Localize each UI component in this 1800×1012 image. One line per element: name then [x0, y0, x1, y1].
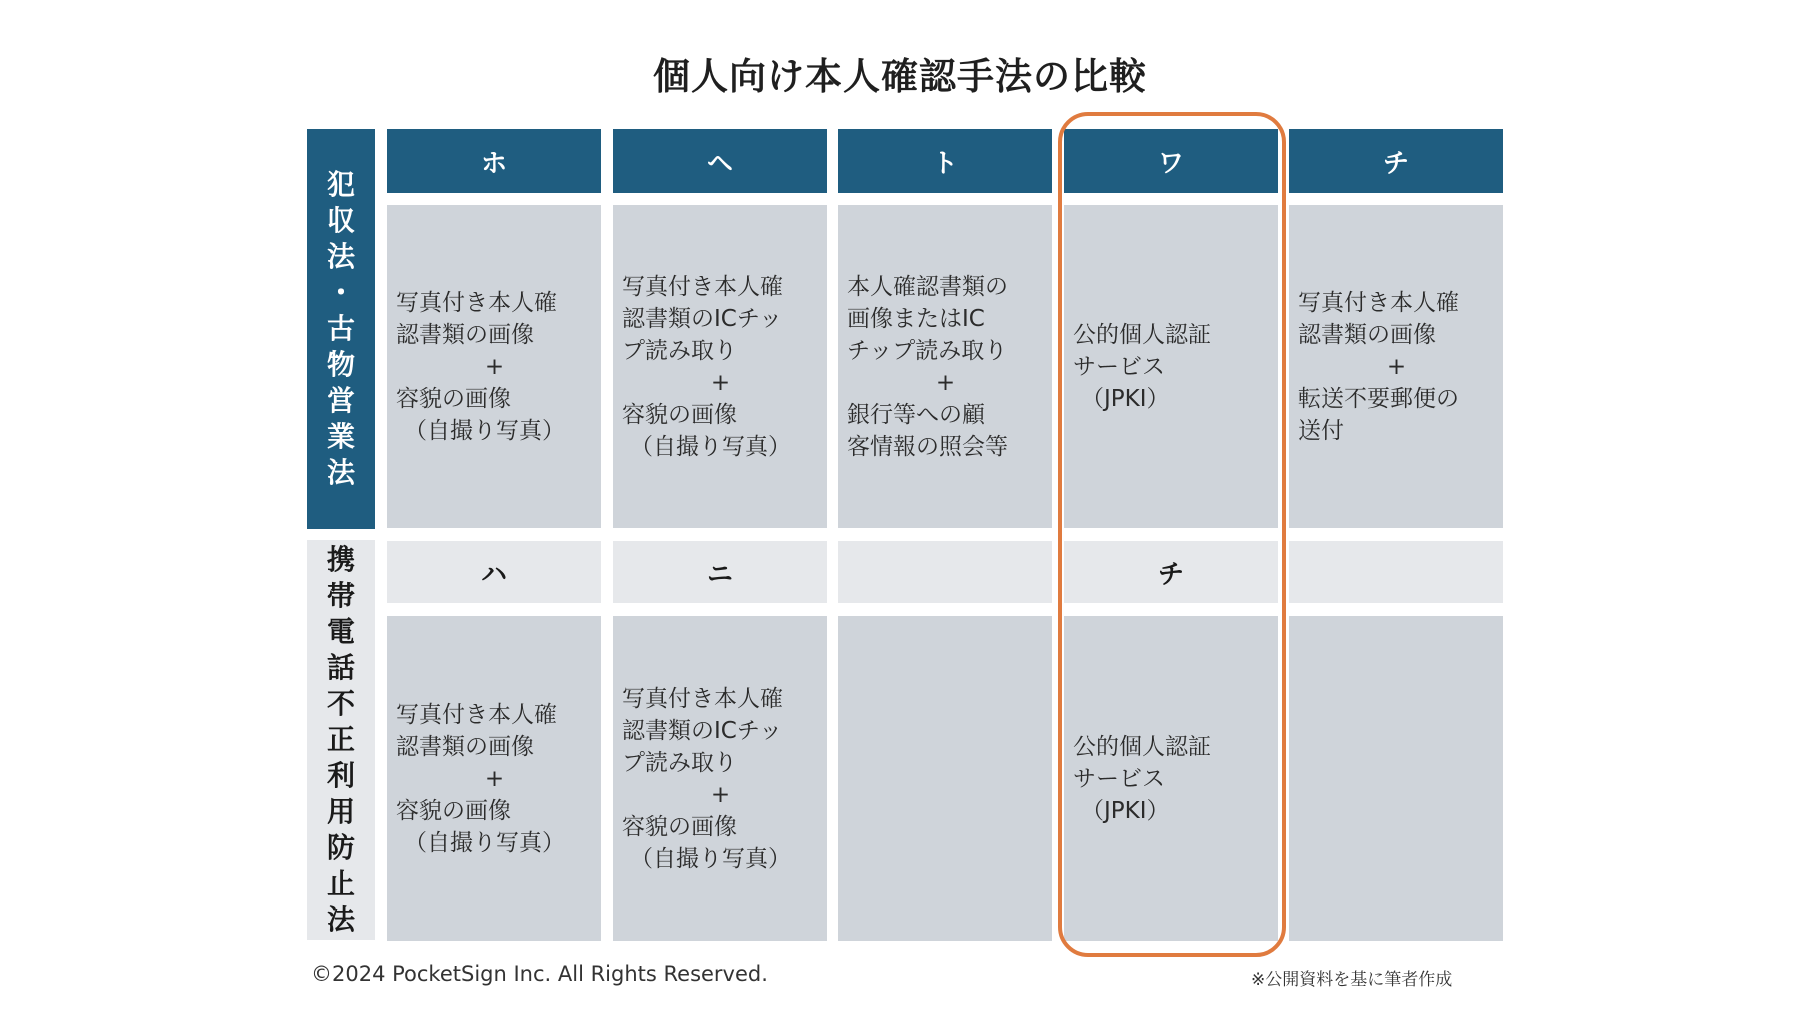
sub-header: [838, 541, 1052, 603]
section-label-char: 収: [326, 204, 355, 237]
page-title: 個人向け本人確認手法の比較: [653, 55, 1147, 98]
copyright: ©2024 PocketSign Inc. All Rights Reserved.: [311, 962, 768, 986]
cell-text-line: 認書類のICチッ: [622, 717, 783, 744]
cell-text-line: サービス: [1073, 765, 1165, 792]
column-header: ト: [838, 129, 1052, 193]
section-label-char: 法: [326, 456, 355, 489]
section-label-char: 利: [326, 759, 355, 792]
column-header: チ: [1289, 129, 1503, 193]
cell-text-line: チップ読み取り: [847, 337, 1008, 364]
method-cell: [1289, 616, 1503, 941]
cell-text-line: （JPKI）: [1081, 385, 1170, 412]
section-label-char: 犯: [326, 168, 355, 201]
section-label-char: 正: [326, 723, 355, 756]
method-cell: [613, 205, 827, 528]
cell-text-line: プ読み取り: [622, 749, 737, 776]
section-label-char: 不: [326, 687, 355, 720]
sub-header: ハ: [387, 541, 601, 603]
column-header: ワ: [1064, 129, 1278, 193]
cell-text-line: 写真付き本人確: [396, 701, 557, 728]
plus-sign: +: [484, 765, 505, 792]
section-label-char: 営: [326, 384, 355, 417]
section-label-char: 古: [326, 312, 355, 345]
cell-text-line: 公的個人認証: [1073, 733, 1211, 760]
plus-sign: +: [710, 781, 731, 808]
section-label-char: 携: [326, 543, 355, 576]
cell-text-line: 本人確認書類の: [847, 273, 1008, 300]
cell-text-line: 送付: [1298, 417, 1344, 444]
section-label-1: [307, 129, 375, 529]
cell-text-line: 転送不要郵便の: [1298, 385, 1459, 412]
cell-text-line: （JPKI）: [1081, 797, 1170, 824]
cell-text-line: 客情報の照会等: [847, 433, 1008, 460]
cell-text-line: 認書類の画像: [396, 321, 534, 348]
section-label-char: ・: [326, 276, 355, 309]
cell-text-line: 写真付き本人確: [622, 685, 783, 712]
cell-text-line: 認書類の画像: [1298, 321, 1436, 348]
section-label-char: 物: [326, 348, 355, 381]
plus-sign: +: [1386, 353, 1407, 380]
section-label-char: 話: [326, 651, 355, 684]
method-cell: [838, 616, 1052, 941]
plus-sign: +: [484, 353, 505, 380]
cell-text-line: 容貌の画像: [622, 813, 737, 840]
cell-text-line: 写真付き本人確: [396, 289, 557, 316]
cell-text-line: （自撮り写真）: [630, 433, 791, 460]
sub-header: チ: [1064, 541, 1278, 603]
cell-text-line: 写真付き本人確: [1298, 289, 1459, 316]
cell-text-line: 公的個人認証: [1073, 321, 1211, 348]
section-label-char: 業: [326, 420, 355, 453]
sub-header: [1289, 541, 1503, 603]
method-cell: [1289, 205, 1503, 528]
column-header: ホ: [387, 129, 601, 193]
cell-text-line: 容貌の画像: [396, 797, 511, 824]
method-cell: [1064, 205, 1278, 528]
cell-text-line: 容貌の画像: [622, 401, 737, 428]
cell-text-line: プ読み取り: [622, 337, 737, 364]
section-label-char: 法: [326, 240, 355, 273]
section-label-char: 防: [326, 831, 355, 864]
plus-sign: +: [710, 369, 731, 396]
section-label-char: 電: [326, 615, 355, 648]
section-label-char: 止: [326, 867, 355, 900]
cell-text-line: 画像またはIC: [847, 305, 985, 332]
cell-text-line: （自撮り写真）: [630, 845, 791, 872]
method-cell: [1064, 616, 1278, 941]
method-cell: [387, 205, 601, 528]
section-label-2: [307, 540, 375, 940]
section-label-char: 帯: [326, 579, 355, 612]
source-note: ※公開資料を基に筆者作成: [1251, 970, 1453, 990]
cell-text-line: 容貌の画像: [396, 385, 511, 412]
method-cell: [838, 205, 1052, 528]
cell-text-line: 銀行等への顧: [847, 401, 985, 428]
method-cell: [387, 616, 601, 941]
sub-header: ニ: [613, 541, 827, 603]
section-label-char: 法: [326, 903, 355, 936]
cell-text-line: 認書類の画像: [396, 733, 534, 760]
cell-text-line: （自撮り写真）: [404, 417, 565, 444]
section-label-char: 用: [326, 795, 355, 828]
column-header: ヘ: [613, 129, 827, 193]
plus-sign: +: [935, 369, 956, 396]
cell-text-line: 写真付き本人確: [622, 273, 783, 300]
method-cell: [613, 616, 827, 941]
cell-text-line: 認書類のICチッ: [622, 305, 783, 332]
cell-text-line: （自撮り写真）: [404, 829, 565, 856]
cell-text-line: サービス: [1073, 353, 1165, 380]
